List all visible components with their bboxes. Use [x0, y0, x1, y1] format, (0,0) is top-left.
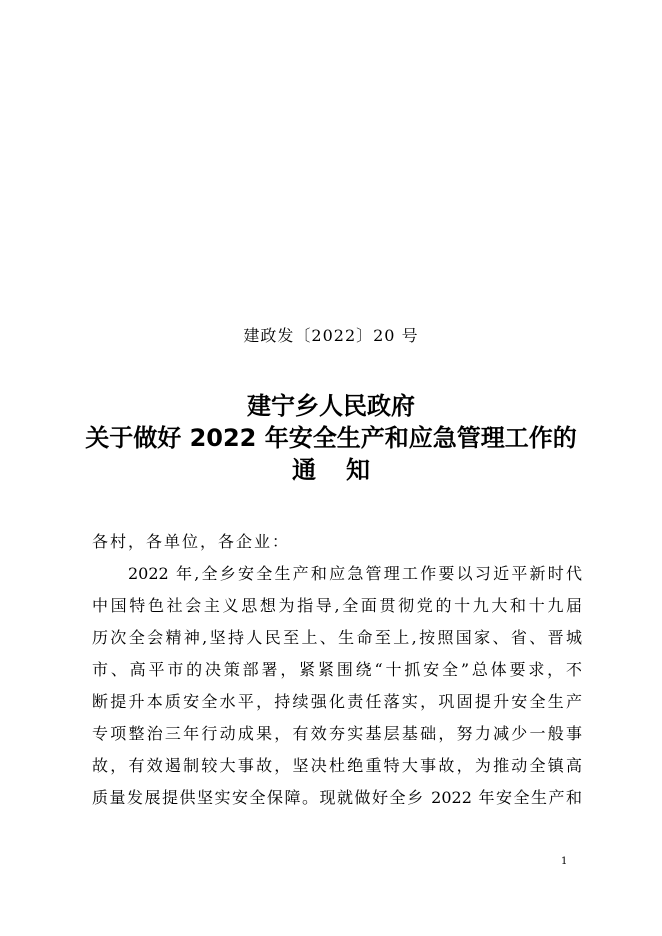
title-line-issuer: 建宁乡人民政府	[247, 392, 415, 420]
paragraph-line: 质量发展提供坚实安全保障。现就做好全乡 2022 年安全生产和	[92, 788, 582, 807]
document-body	[92, 526, 582, 814]
paragraph-line: 专项整治三年行动成果，有效夯实基层基础，努力减少一般事	[92, 724, 582, 743]
title-line-notice: 通知	[292, 456, 400, 484]
salutation: 各村，各单位，各企业：	[92, 532, 291, 551]
document-number: 建政发〔2022〕20 号	[243, 326, 419, 345]
page-number: 1	[561, 856, 568, 867]
paragraph-line: 历次全会精神,坚持人民至上、生命至上,按照国家、省、晋城	[92, 628, 582, 647]
paragraph-line: 中国特色社会主义思想为指导,全面贯彻党的十九大和十九届	[92, 596, 582, 615]
document-title	[60, 390, 602, 486]
title-line-subject: 关于做好 2022 年安全生产和应急管理工作的	[85, 424, 577, 452]
paragraph-line: 市、高平市的决策部署，紧紧围绕“十抓安全”总体要求，不	[92, 660, 582, 679]
paragraph-line: 2022 年,全乡安全生产和应急管理工作要以习近平新时代	[128, 564, 582, 583]
paragraph-line: 故，有效遏制较大事故，坚决杜绝重特大事故，为推动全镇高	[92, 756, 582, 775]
paragraph-line: 断提升本质安全水平，持续强化责任落实，巩固提升安全生产	[92, 692, 582, 711]
